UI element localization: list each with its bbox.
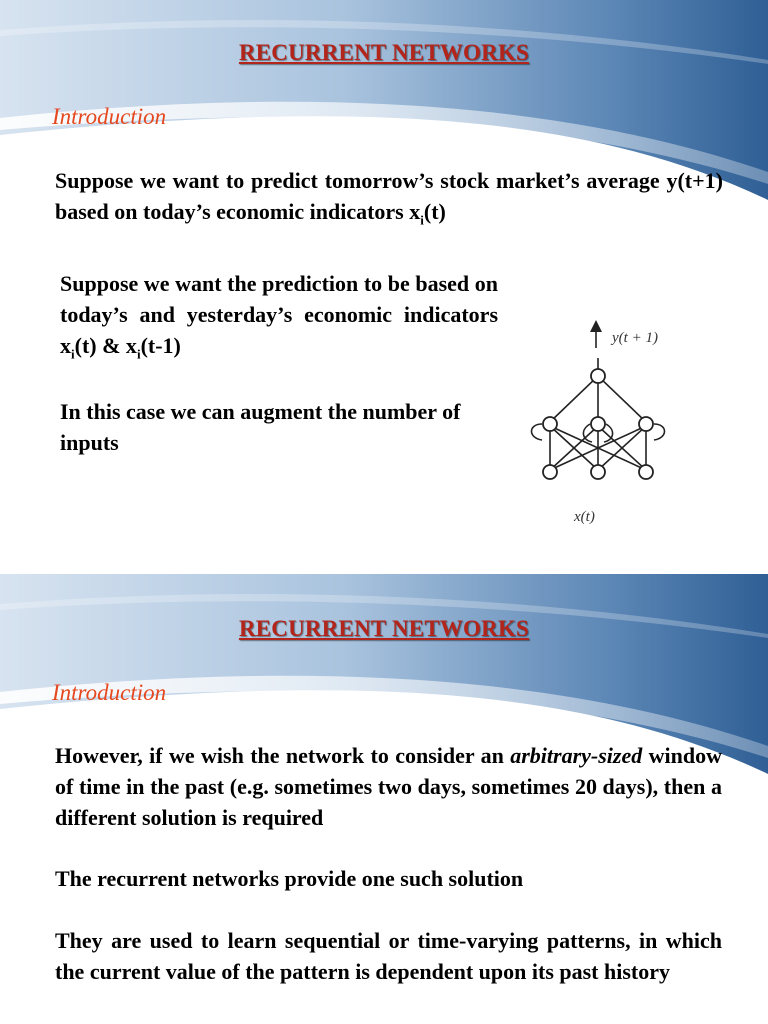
paragraph-recurrent-solution: The recurrent networks provide one such solution: [55, 866, 524, 891]
paragraph-arbitrary-window: However, if we wish the network to consider an arbitrary-sized window of time in the past (e.g. sometimes two days, sometimes 20 days), then a different solution is required: [55, 743, 722, 830]
output-arrow-icon: [590, 320, 602, 332]
hidden-node: [591, 417, 605, 431]
paragraph-two-days: Suppose we want the prediction to be based on today’s and yesterday’s economic indicators $x_i(t)$ & $x_i(t-1)$: [60, 271, 498, 362]
output-node: [591, 369, 605, 383]
input-node: [543, 465, 557, 479]
hidden-node: [543, 417, 557, 431]
slide-divider: [0, 566, 768, 574]
slide-subtitle: Introduction: [52, 104, 167, 129]
input-node: [591, 465, 605, 479]
hidden-node: [639, 417, 653, 431]
output-label: y(t + 1): [612, 330, 658, 346]
paragraph-prediction: Suppose we want to predict tomorrow’s stock market’s average y(t+1) based on today’s economic indicators $x_i(t)$: [55, 168, 723, 228]
paragraph-augment-inputs: In this case we can augment the number of inputs: [60, 399, 461, 455]
input-label: x(t): [574, 509, 595, 525]
slide-title: RECURRENT NETWORKS: [238, 40, 530, 65]
slide-subtitle: Introduction: [52, 680, 167, 705]
input-node: [639, 465, 653, 479]
slide-2: [0, 574, 768, 1024]
slide-title: RECURRENT NETWORKS: [238, 616, 530, 641]
paragraph-sequential-patterns: They are used to learn sequential or time-varying patterns, in which the current value of the pattern is dependent upon its past history: [55, 928, 722, 984]
neural-network-diagram: [520, 318, 700, 533]
